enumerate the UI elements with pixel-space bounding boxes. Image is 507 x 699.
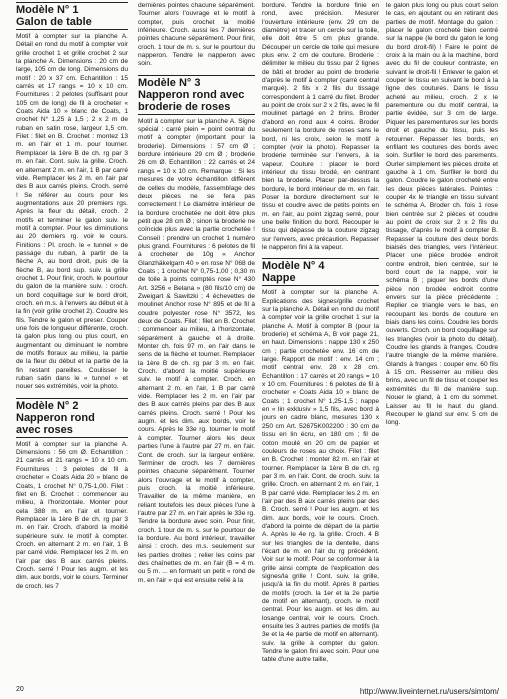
model-1-heading (16, 2, 128, 30)
model-2-instructions-cont: dernières pointes chacune séparément. Tourner alors l'ouvrage et le motif à compter, puis crochet la moitié inférieure. Croch. aussi les 7 dernières pointes chacune séparément. Pour finir, croch. 1 tour de m. s. sur le pourtour du napperon. Tendre le napperon avec soin. (138, 2, 255, 68)
model-2-title-line-1: Napperon rond (16, 411, 95, 424)
model-3-label: Modèle N° 3 (138, 76, 201, 89)
model-2-instructions: Motif à compter sur la planche A. Dimensions : 56 cm Ø. Echantillon : 21 carrés et 21 rangs = 10 x 10 cm. Fournitures : 3 pelotes de fil à crocheter « Coats Aida 20 » blanc de Coats, 1 crochet N° 0,75-1,00. Filet : filet en B. Crochet : commencer au milieu, à l'horizontale. Monter pour cela 388 m. en l'air et tourner. Remplacer la 1ère B de ch. rg par 3 m. en l'air. Croch. d'abord la moitié supérieure suiv. le motif à compter. Croch. en alternant 2 m. en l'air, 1 B par carré vide. Remplacer les 2 m. en l'air par des B aux carrés pleins. Croch. serré ! Pour les augm. et les dim. aux bords, voir le cours. Terminer de croch. les 7 (16, 440, 128, 590)
model-4-instructions-cont: le galon plus long ou plus court selon le cas, en ajoutant ou en retirant des parties de motif. Montage du galon : placer le galon crocheté bien centré sur la nappe (le bord du galon le long du bord droit-fil) ! Faire le point de croix à la main ou à la machine, bord avec du fil de couleur contraste, en suivant le droit-fil ! Enlever le galon et couper le tissu en suivant le bord à la ligne des coutures. Dans le tissu acheté au milieu, croch. 2 x le parementure ou du motif central, la partie évidée, sur 3 cm de large. Piquer les parementures sur les bords droit et gauche du tissu, puis les retourner. Repasser les bords, en enfilant les coutures des bords avec soin. Surfiler le bord des parements. Ourler simplement les pièces droite et gauche à 1 cm. Surfiler le bord du galon. Coudre le galon crocheté entre les deux pièces latérales. Pointes : couper 4x le triangle en tissu suivant le schéma A. Broder ch. fois 1 rose bien centrée sur 2 pièces et coudre au point de croix sur 2 x 2 fils du tissage, d'après le motif à compter B. Repasser la couture des deux bords biaisés des triangles, vers l'intérieur. Placer une pièce brodée endroit contre endroit, bien centrée, sur le bord court de la nappe, voir le schéma B ; piquer les bords d'une pièce non brodée endroit contre envers sur la pièce précédente ; Replier ce triangle vers le bas, en recoupant les bords de couture en biais dans les coins. Coudre les bords ouverts. Croch. un bord coquillage sur les triangles (voir la photo du détail). Coudre les glands à franges. Coudre l'autre triangle de la même manière. Glands à franges : couper env. 60 fils à 15 cm. Resserrer au milieu des brins, avec un fil de tissu et couper les extrémités du fil de manière sup. Nouer le gland, à 1 cm du sommet. Laisser au fil le haut du gland. Recouper le gland sur env. 5 cm de long. (386, 2, 498, 427)
column-3 (262, 2, 379, 666)
column-4 (386, 2, 498, 666)
column-2 (138, 2, 255, 666)
model-3-instructions-cont: bordure. Tendre la bordure finie en rond, avec précision. Mesurer l'ouverture intérieure (env. 29 cm de diamètre) et tracer un cercle sur la toile, elle doit être 5 cm plus grande. Découper un cercle de toile qui mesure plus env. 2 cm de couture. Broderie : délimiter le milieu du tissu par 2 lignes de bâti et broder au point de broderie d'après le motif à compter (carré central marqué). 2 fils x 2 fils du tissage correspondent à 1 carré du filet. Broder au point de croix sur 2 x 2 fils, avec le fil moulinet partagé en 2 brins. Broder d'abord en rond aux 4 coins. Broder seulement la bordure de roses sans le bord, ni les croix, selon le motif à compter (voir la photo). Repasser la broderie terminée sur l'envers, à la vapeur. Couture : placer le bord intérieur du tissu brodé, en centrant bien la broderie. Placer par-dessus la bordure, le bord intérieur de m. en l'air. Poser la bordure directement sur le tissu et coudre avec de petits points en m. en l'air, au point zigzag serré, pour une belle finition du bord. Recouper le tissu qui dépasse de la couture zigzag sur l'envers, avec précaution. Repasser le napperon fini à la vapeur. (262, 2, 379, 251)
model-4-label: Modèle N° 4 (262, 260, 325, 273)
model-2-title-line-2: avec roses (16, 423, 73, 436)
model-3-title-line-1: Napperon rond avec (138, 88, 245, 101)
model-3-instructions: Motif à compter sur la planche A. Signe spécial : carré plein = point central du motif à compter (important pour la broderie). Dimensions : 57 cm Ø ; bordure intérieure 29 cm Ø ; broderie 26 cm Ø. Echantillon : 22 carrés et 24 rangs = 10 x 10 cm. Remarque : Si les mesures de votre échantillon diffèrent de celles du modèle, l'assemblage des deux pièces ne se fera pas correctement ! Le diamètre intérieur de la bordure crochetée ne doit être plus petit que 28 cm Ø ; sinon la broderie ne coïncide plus avec la partie crochetée ! Conseil : prendre un crochet 1 numéro plus grand. Fournitures : 6 pelotes de fil à crocheter de 10g « Anchor Glanzhäkelgarn 40 » en rose N° 068 de Coats ; 1 crochet N° 0,75-1,00 ; 0,30 m de toile à points comptés rose N° 430 Art. 3256 « Belana » (80 fils/10 cm) de Zweigart & Sawitzki ; 4 échevettes de moulinet Anchor rose N° 895 et de fil à coudre polyester rose N° 3572, les deux de Coats. Filet : filet en B. Crochet : commencer au milieu, à l'horizontale, séparément à gauche et à droite. Monter ch. fois 97 m. en l'air dans le sens de la flèche et tourner. Remplacer la 1ère B de ch. rg par 3 m. en l'air. Croch. d'abord la moitié supérieure suiv. le motif à compter. Croch. en alternant 2 m. en l'air, 1 B par carré vide. Remplacer les 2 m. en l'air par des B aux carrés pleins par des B aux carrés pleins. Croch. serré ! Pour les augm. et les dim. aux bords, voir le cours. Après le 33e rg. tourner le motif à compter. Tourner alors les deux parties l'une à l'autre par 27 m. en l'air. Cont. de croch. sur la largeur entière. Terminer de croch. les 7 dernières pointes chacune séparément. Tourner alors l'ouvrage et le motif à compter, puis croch. la moitié inférieure. Travailler de la même manière, en reliant toutefois les deux pièces l'une à l'autre par 27 m. en l'air après le 33e rg. Tendre la bordure avec soin. Pour finir, croch. 1 tour de m. s. sur le pourtour de la bordure. Au bord intérieur, travailler ainsi : croch. des m.s. seulement sur les parties droites ; relier les coins par des chaînettes de m. en l'air (B = 4 m. ou 5 m. ... en formant un petit « rond de m. en l'air » qui est ensuite relié à la (138, 117, 255, 584)
page-number: 20 (16, 686, 24, 693)
model-1-title: Galon de table (16, 16, 92, 28)
model-3-heading (138, 75, 255, 115)
model-4-heading (262, 258, 379, 286)
model-4-instructions: Motif à compter sur la planche A. Explications des signes/grille crochet sur la planche A. Détail en rond du motif à compter voir la grille crochet 1 sur la planche A. Motif à compter B (pour la broderie) et schéma A, B voir page 21, en haut. Dimensions : nappe 130 x 250 cm ; partie crochetée env. 16 cm de large. Rapport de motif : env. 14 cm ; motif central env. 28 x 28 cm. Echantillon : 17 carrés et 20 rangs = 10 x 10 cm. Fournitures : 6 pelotes de fil à crocheter « Coats Aida 10 » blanc de Coats ; 1 crochet N° 1,25-1,5 ; nappe en « lin exklusiv » 1,5 fils, avec bord à jours en cadre blanc, mesures 130 x 250 cm Art. 52675K002200 : 30 cm de tissu en lin écru, en 180 cm ; fil de coton moulé en 20 cm de papier et couleurs de roses au choix. Filet : filet en B. Crochet : monter 82 m. en l'air et tourner. Remplacer la 1ère B de ch. rg par 3 m. en l'air. Cont. de croch. suiv. la grille. Croch. en alternant 2 m. en l'air, 1 B par carré vide. Remplacer les 2 m. en l'air par des B aux carrés pleins par des B. Croch. serré ! Pour les augm. et les dim. aux bords, voir le cours. Croch. d'abord la pointe de départ de la partie A. Après le 4e rg. la grille. Croch. 4 B sur les triangles de la dentelle, dans l'écart de m. en l'air du rg précédent. Voir sur le motif. Pour se conformer à la grille ainsi compte de l'explication des signes/la grille ! Cont. suiv. la grille, jusqu'à la fin du motif. Après 8 parties de motifs (croch. la 1er et la 2e partie de motif en alternant), croch. le motif central. Pour les augm. et les dim. au losange central, voir le cours. Croch. ensuite les 3 autres parties de motifs (la 3e et la 4e partie de motif en alternant). suiv. la grille à compter du galon. Tendre le galon fini avec soin. Pour une table d'une autre taille, (262, 289, 379, 664)
watermark-url: http://www.liveinternet.ru/users/simtom/ (359, 687, 499, 696)
model-4-title: Nappe (262, 272, 296, 285)
model-3-title-line-2: broderie de roses (138, 100, 231, 113)
column-1 (16, 2, 128, 666)
model-1-label: Modèle N° 1 (16, 4, 79, 16)
model-2-heading (16, 398, 128, 438)
model-2-label: Modèle N° 2 (16, 399, 79, 412)
model-1-instructions: Motif à compter sur la planche A. Détail en rond du motif à compter voir grille crochet 1 et grille crochet 2 sur la planche A. Dimensions : 20 cm de large, 105 cm de long. Dimensions du motif : 20 x 37 cm. Echantillon : 15 carrés et 17 rangs = 10 x 10 cm. Fournitures : 2 pelotes (suffisant pour 105 cm de long) de fil à crocheter « Coats Aida 10 » blanc de Coats, 1 crochet N° 1,25 à 1,5 ; 2 x 2 m de ruban en satin rose, largeur 1,5 cm. Filet : filet en B. Crochet : montez 13 m. en l'air et 1 m. pour tourner. Remplacer la 1ère B de ch. rg par 3 m. en l'air. Cont. suiv. la grille. Croch. en alternant 2 m. en l'air, 1 B par carré vide. Remplacer les 2 m. en l'air par des B aux carrés pleins. Croch. serré ! Se référer au cours pour les augmentations aux 20 premiers rgs. Après la fleur du détail, croch. 2 motifs et terminer le galon suiv. le motif à compter. Pour les diminutions au 20 derniers rg. voir le cours. Finitions : Pl. croch. le « tunnel » de passage du ruban, à partir de la flèche A, au bord droit, puis de la flèche B, au bord sup. suiv. la grille crochet 1. Pour finir, croch. le pourtour du galon de la manière suiv. : croch. un bord coquillage sur le bord droit, croch. en m.s. à l'envers au début et à la fin (voir grille crochet 2). Coudre les fils. Tendre le galon et preser. Couper une fois de longueur différente, croch. la galon plus long ou plus court, en augmentant ou diminuant le nombre de motifs floraux au milieu, la partie de la fleur du début et la partie de la fin restant pareilles. Coulisser le ruban satin dans le « tunnel » et nouer ses extrémités, voir la photo. (16, 33, 128, 391)
